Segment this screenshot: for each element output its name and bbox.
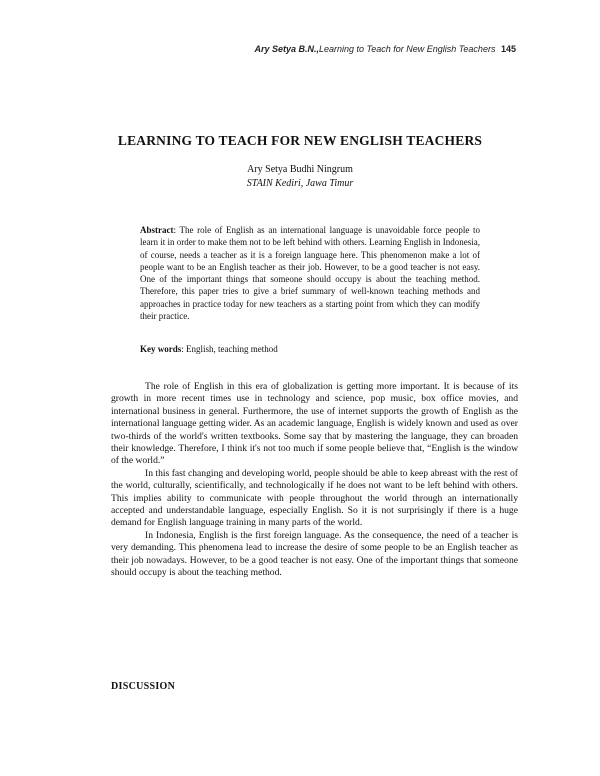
article-title: LEARNING TO TEACH FOR NEW ENGLISH TEACHERS	[117, 133, 483, 148]
abstract-label: Abstract	[140, 225, 174, 235]
page-number: 145	[500, 44, 516, 54]
body-text	[111, 381, 518, 580]
keywords	[140, 344, 480, 354]
header-running-title: Learning to Teach for New English Teachers	[319, 44, 496, 54]
header-author: Ary Setya B.N.,	[254, 44, 319, 54]
article-affiliation: STAIN Kediri, Jawa Timur	[246, 178, 354, 189]
body-paragraph: The role of English in this era of globalization is getting more important. It is because of its growth in more recent times use in technology and science, pop music, box office movies, and international business in general. Furthermore, the use of internet supports the growth of English as the international language getting wider. As an academic language, English is widely known and used as over two-thirds of the world's written textbooks. Some say that by mastering the language, they can broaden their knowledge. Therefore, I think it's not too much if some people believe that, “English is the window of the world.”	[111, 381, 518, 467]
abstract	[140, 224, 480, 322]
section-heading-discussion: DISCUSSION	[111, 681, 176, 692]
keywords-label: Key words	[140, 344, 182, 354]
body-paragraph: In this fast changing and developing world, people should be able to keep abreast with the rest of the world, culturally, scientifically, and technologically if he does not want to be left behind with others. This implies ability to communicate with people throughout the world through an internationally accepted and understandable language, especially English. So it is not surprisingly if there is a huge demand for English language training in many parts of the world.	[111, 467, 518, 529]
running-header	[254, 44, 516, 54]
keywords-text: : English, teaching method	[181, 344, 278, 354]
body-paragraph: In Indonesia, English is the first foreign language. As the consequence, the need of a teacher is very demanding. This phenomena lead to increase the desire of some people to be an English teacher as their job nowadays. However, to be a good teacher is not easy. One of the important things that someone should occupy is about the teaching method.	[111, 529, 518, 579]
abstract-text: : The role of English as an international language is unavoidable force people to learn it in order to make them not to be left behind with others. Learning English in Indonesia, of course, needs a teacher as it is a foreign language here. This phenomenon make a lot of people want to be an English teacher as their job. However, to be a good teacher is not easy. One of the important things that someone should occupy is about the teaching method. Therefore, this paper tries to give a brief summary of well-known teaching methods and approaches in practice today for new teachers as a starting point from which they can modify their practice.	[140, 225, 480, 322]
article-author: Ary Setya Budhi Ningrum	[247, 164, 353, 175]
